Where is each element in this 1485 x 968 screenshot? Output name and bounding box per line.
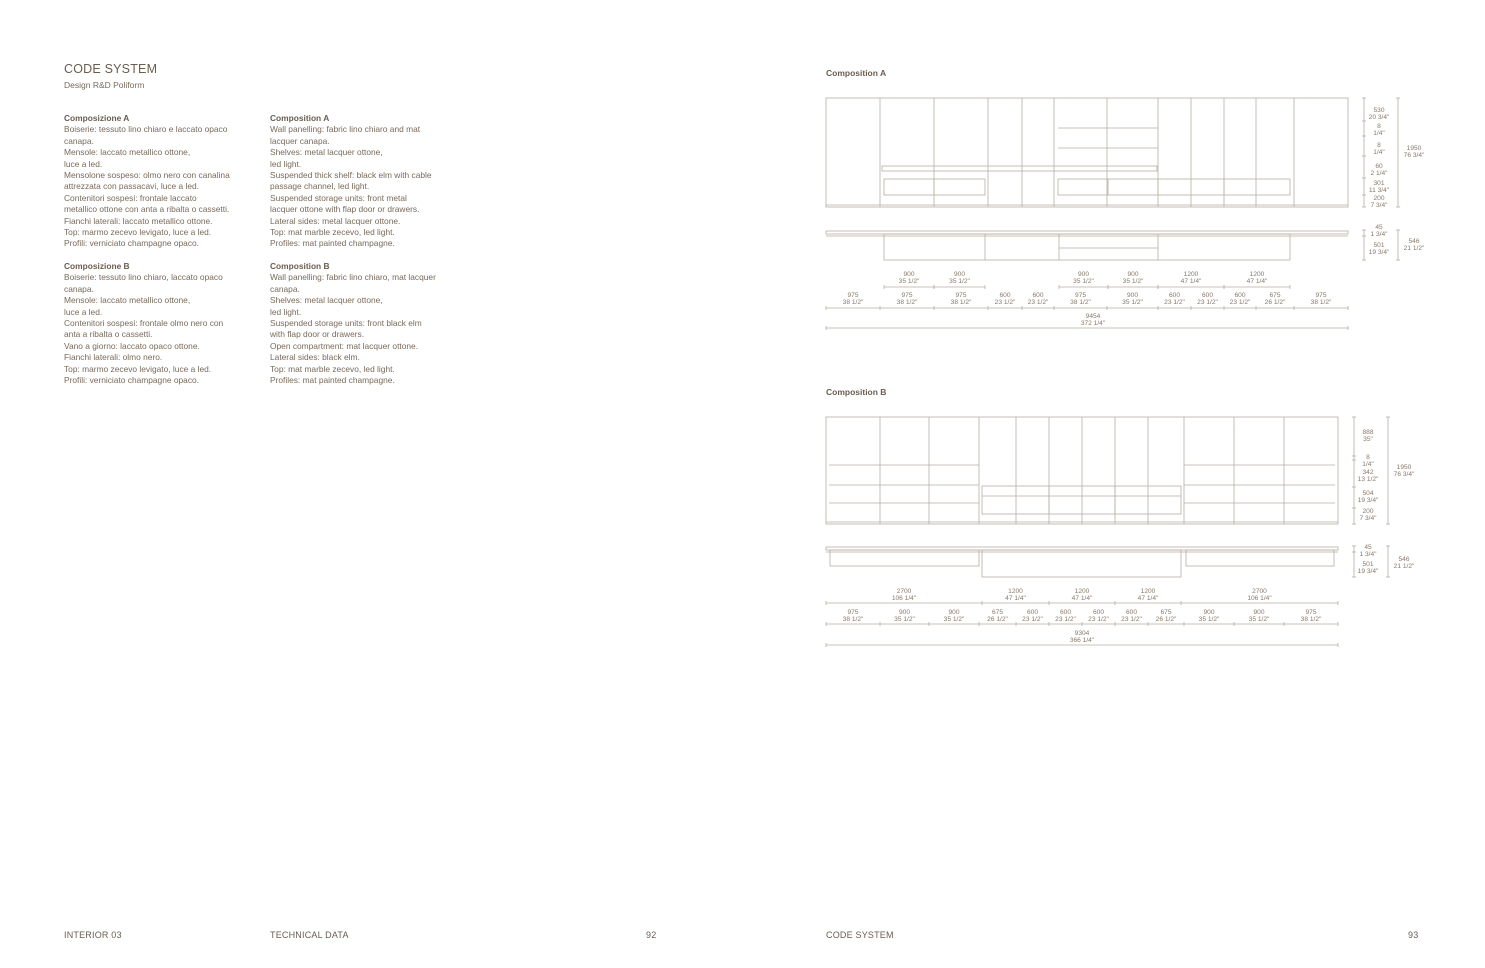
dimension-label: 1 3/4": [1370, 231, 1388, 238]
composition-b-drawing: [826, 417, 1415, 647]
dimension-label: 38 1/2": [1300, 616, 1322, 623]
dimension-label: 19 3/4": [1368, 249, 1390, 256]
comp-a-it-heading: Composizione A: [64, 113, 130, 123]
dimension-label: 900: [948, 609, 960, 616]
dimension-label: 38 1/2": [1070, 299, 1091, 306]
text-line: Lateral sides: metal lacquer ottone.: [270, 215, 401, 226]
dimension-label: 9304: [1074, 630, 1090, 637]
text-line: Profiles: mat painted champagne.: [270, 374, 395, 385]
text-line: Shelves: metal lacquer ottone,: [270, 147, 383, 158]
dimension-label: 301: [1373, 180, 1385, 187]
dimension-label: 35 1/2": [949, 278, 970, 285]
text-line: Suspended storage units: front black elm: [270, 317, 422, 328]
dimension-label: 21 1/2": [1403, 245, 1425, 252]
text-line: Wall panelling: fabric lino chiaro, mat lacquer: [270, 272, 436, 283]
text-line: attrezzata con passacavi, luce a led.: [64, 181, 200, 192]
dimension-label: 600: [1026, 609, 1039, 616]
dimension-label: 546: [1408, 238, 1420, 245]
dimension-label: 975: [1315, 292, 1327, 299]
page-number-left: 92: [646, 930, 657, 940]
text-line: Fianchi laterali: olmo nero.: [64, 352, 163, 363]
dimension-label: 38 1/2": [842, 616, 864, 623]
dimension-label: 38 1/2": [1310, 299, 1332, 306]
dimension-label: 501: [1373, 242, 1385, 249]
dimension-label: 372 1/4": [1080, 320, 1106, 327]
dimension-label: 60: [1375, 163, 1383, 170]
text-line: Shelves: metal lacquer ottone,: [270, 295, 383, 306]
dimension-label: 7 3/4": [1359, 515, 1377, 522]
dimension-label: 2700: [1252, 588, 1267, 595]
page-subtitle: Design R&D Poliform: [64, 80, 145, 90]
dimension-label: 342: [1362, 469, 1374, 476]
dimension-label: 26 1/2": [1155, 616, 1177, 623]
dimension-label: 19 3/4": [1357, 568, 1379, 575]
text-line: lacquer canapa.: [270, 135, 330, 146]
text-line: led light.: [270, 306, 302, 317]
text-line: metallico ottone con anta a ribalta o cassetti.: [64, 204, 230, 215]
text-line: Profili: verniciato champagne opaco.: [64, 238, 200, 249]
text-line: canapa.: [64, 283, 94, 294]
top-plan: [826, 231, 1348, 234]
plan-units: [884, 234, 1290, 260]
text-line: Profiles: mat painted champagne.: [270, 238, 395, 249]
dimension-label: 900: [1127, 271, 1139, 278]
dimension-label: 975: [901, 292, 913, 299]
dimension-label: 530: [1373, 107, 1385, 114]
dimension-label: 23 1/2": [1164, 299, 1185, 306]
dimension-label: 8: [1377, 142, 1381, 149]
text-line: Top: mat marble zecevo, led light.: [270, 227, 395, 238]
text-line: Boiserie: tessuto lino chiaro, laccato opaco: [64, 272, 223, 283]
dimension-label: 47 1/4": [1246, 278, 1268, 285]
composition-b-title: Composition B: [826, 387, 887, 397]
dimension-label: 26 1/2": [1264, 299, 1286, 306]
storage-unit: [1058, 179, 1290, 195]
comp-b-it-heading: Composizione B: [64, 260, 130, 271]
text-line: Wall panelling: fabric lino chiaro and mat: [270, 124, 421, 135]
dimension-label: 106 1/4": [1247, 595, 1272, 602]
text-line: Contenitori sospesi: frontale laccato: [64, 192, 197, 203]
text-line: Suspended thick shelf: black elm with cable: [270, 170, 432, 181]
dimension-label: 975: [1305, 609, 1317, 616]
plan-units: [830, 550, 979, 566]
dimension-label: 1200: [1074, 588, 1090, 595]
dimension-label: 200: [1373, 195, 1385, 202]
dimension-label: 7 3/4": [1370, 202, 1388, 209]
composition-a-title: Composition A: [826, 68, 887, 78]
text-line: Lateral sides: black elm.: [270, 352, 360, 363]
dimension-label: 35 1/2": [1248, 616, 1270, 623]
dimension-label: 900: [898, 609, 911, 616]
dimension-label: 1200: [1008, 588, 1023, 595]
dimension-label: 11 3/4": [1368, 187, 1390, 194]
dimension-label: 9454: [1085, 313, 1101, 320]
text-line: lacquer ottone with flap door or drawers.: [270, 204, 420, 215]
dimension-label: 35 1/2": [943, 616, 965, 623]
dimension-label: 23 1/2": [1055, 616, 1076, 623]
text-line: passage channel, led light.: [270, 181, 370, 192]
dimension-label: 20 3/4": [1368, 114, 1390, 121]
dimension-label: 1200: [1249, 271, 1265, 278]
dimension-label: 35": [1363, 436, 1373, 443]
dimension-label: 600: [1125, 609, 1138, 616]
text-line: luce a led.: [64, 306, 103, 317]
dimension-label: 975: [847, 292, 859, 299]
dimension-label: 675: [991, 609, 1004, 616]
dimension-label: 8: [1366, 454, 1370, 461]
text-line: Contenitori sospesi: frontale olmo nero con: [64, 317, 224, 328]
dimension-label: 1 3/4": [1359, 551, 1377, 558]
dimension-label: 900: [903, 271, 915, 278]
dimension-label: 600: [1168, 292, 1181, 299]
dimension-label: 975: [955, 292, 967, 299]
dimension-label: 76 3/4": [1393, 471, 1415, 478]
dimension-label: 38 1/2": [896, 299, 918, 306]
dimension-label: 13 1/2": [1357, 476, 1379, 483]
dimension-label: 1/4": [1373, 149, 1385, 156]
dimension-label: 1950: [1406, 145, 1422, 152]
text-line: Vano a giorno: laccato opaco ottone.: [64, 340, 200, 351]
comp-a-en-heading: Composition A: [270, 113, 330, 123]
dimension-label: 504: [1362, 490, 1374, 497]
text-line: Mensolone sospeso: olmo nero con canalina: [64, 170, 230, 181]
dimension-label: 45: [1364, 544, 1372, 551]
plan-units: [1186, 550, 1334, 566]
composition-a-drawing: [826, 98, 1425, 330]
dimension-label: 900: [1253, 609, 1265, 616]
dimension-label: 975: [1074, 292, 1087, 299]
top-plan: [826, 547, 1338, 550]
text-line: Boiserie: tessuto lino chiaro e laccato opaco: [64, 124, 228, 135]
dimension-label: 600: [1032, 292, 1044, 299]
suspended-shelf: [882, 166, 1157, 171]
dimension-label: 35 1/2": [898, 278, 920, 285]
dimension-label: 1200: [1140, 588, 1156, 595]
dimension-label: 501: [1362, 561, 1374, 568]
dimension-label: 1950: [1396, 464, 1412, 471]
dimension-label: 23 1/2": [1121, 616, 1142, 623]
comp-b-en-heading: Composition B: [270, 260, 330, 271]
dimension-label: 888: [1362, 429, 1374, 436]
footer-section-right: CODE SYSTEM: [826, 930, 894, 940]
dimension-label: 76 3/4": [1403, 152, 1425, 159]
dimension-label: 975: [847, 609, 859, 616]
dimension-label: 600: [1059, 609, 1072, 616]
dimension-label: 19 3/4": [1357, 497, 1379, 504]
dimension-label: 23 1/2": [1022, 616, 1043, 623]
text-line: with flap door or drawers.: [270, 329, 365, 340]
dimension-label: 8: [1377, 123, 1381, 130]
storage-unit: [884, 179, 985, 195]
dimension-label: 1/4": [1373, 130, 1385, 137]
dimension-label: 2 1/4": [1370, 170, 1388, 177]
text-line: Mensole: laccato metallico ottone,: [64, 147, 191, 158]
dimension-label: 600: [1092, 609, 1105, 616]
text-line: luce a led.: [64, 158, 103, 169]
dimension-label: 23 1/2": [1088, 616, 1109, 623]
dimension-label: 1200: [1183, 271, 1199, 278]
dimension-label: 900: [953, 271, 966, 278]
text-line: Suspended storage units: front metal: [270, 192, 407, 203]
dimension-label: 1/4": [1362, 461, 1374, 468]
dimension-label: 600: [1234, 292, 1246, 299]
text-line: anta a ribalta o cassetti.: [64, 329, 153, 340]
dimension-label: 366 1/4": [1069, 637, 1095, 644]
dimension-label: 23 1/2": [994, 299, 1016, 306]
text-line: led light.: [270, 158, 302, 169]
dimension-label: 900: [1077, 271, 1090, 278]
dimension-label: 47 1/4": [1071, 595, 1093, 602]
dimension-label: 35 1/2": [1122, 299, 1143, 306]
dimension-label: 35 1/2": [1073, 278, 1094, 285]
dimension-label: 35 1/2": [1122, 278, 1144, 285]
dimension-label: 106 1/4": [891, 595, 917, 602]
text-line: canapa.: [64, 135, 94, 146]
footer-chapter-left: TECHNICAL DATA: [270, 930, 349, 940]
text-line: Open compartment: mat lacquer ottone.: [270, 340, 419, 351]
text-line: Top: mat marble zecevo, led light.: [270, 363, 395, 374]
dimension-label: 35 1/2": [1198, 616, 1220, 623]
dimension-label: 900: [1203, 609, 1215, 616]
dimension-label: 23 1/2": [1197, 299, 1218, 306]
page-number-right: 93: [1408, 930, 1419, 940]
dimension-label: 35 1/2": [894, 616, 915, 623]
text-line: Mensole: laccato metallico ottone,: [64, 295, 191, 306]
text-line: Top: marmo zecevo levigato, luce a led.: [64, 363, 212, 374]
footer-section-left: INTERIOR 03: [64, 930, 122, 940]
dimension-label: 546: [1398, 556, 1410, 563]
dimension-label: 23 1/2": [1229, 299, 1251, 306]
dimension-label: 600: [999, 292, 1011, 299]
plan-units: [982, 550, 1181, 577]
storage-unit: [982, 486, 1181, 514]
dimension-label: 600: [1201, 292, 1214, 299]
wall-panelling: [826, 98, 1348, 207]
text-line: canapa.: [270, 283, 300, 294]
dimension-label: 675: [1269, 292, 1281, 299]
dimension-label: 45: [1375, 224, 1383, 231]
dimension-label: 47 1/4": [1005, 595, 1026, 602]
dimension-label: 900: [1126, 292, 1139, 299]
dimension-label: 38 1/2": [842, 299, 864, 306]
dimension-label: 47 1/4": [1180, 278, 1202, 285]
page-title: CODE SYSTEM: [64, 62, 158, 76]
dimension-label: 47 1/4": [1137, 595, 1159, 602]
text-line: Profili: verniciato champagne opaco.: [64, 374, 200, 385]
dimension-label: 200: [1362, 508, 1374, 515]
dimension-label: 26 1/2": [987, 616, 1008, 623]
dimension-label: 675: [1160, 609, 1172, 616]
dimension-label: 2700: [896, 588, 912, 595]
dimension-label: 38 1/2": [950, 299, 972, 306]
text-line: Fianchi laterali: laccato metallico ottone.: [64, 215, 213, 226]
dimension-label: 21 1/2": [1393, 563, 1415, 570]
text-line: Top: marmo zecevo levigato, luce a led.: [64, 227, 212, 238]
dimension-label: 23 1/2": [1027, 299, 1049, 306]
